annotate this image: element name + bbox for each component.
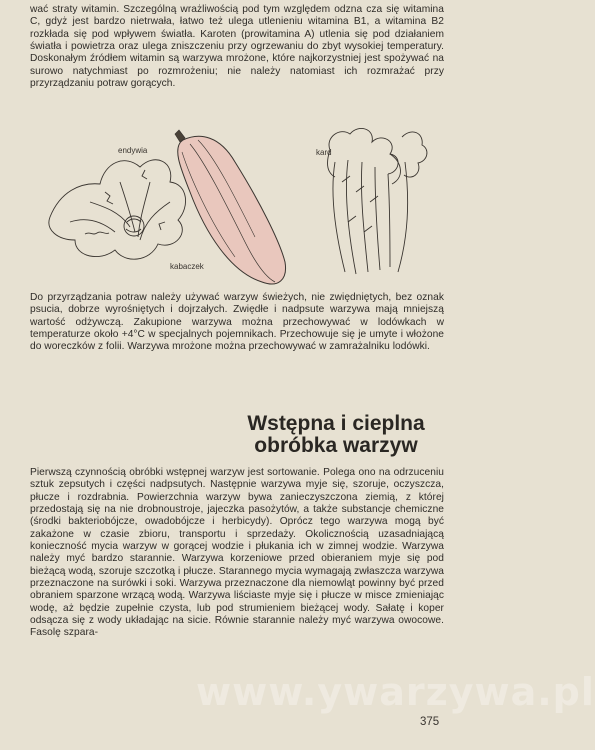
heading-line-1: Wstępna i cieplna [247,412,425,435]
vegetable-illustrations [30,122,450,292]
paragraph-storage: Do przyrządzania potraw należy używać warzyw świeżych, nie zwiędniętych, bez oznak psucia, dobrze wyrośniętych i dojrzałych. Zwiędłe i nadpsute warzywa mają mniejszą wartość odżywczą. Zakupione warzywa można przechowywać w lodówkach w temperaturze około +4°C w specjalnych pojemnikach. Przechowuje się je umyte i włożone do woreczków z folii. Warzywa mrożone można przechowywać w zamrażalniku lodówki. [30,292,444,353]
page-number: 375 [420,716,440,728]
watermark: www.ywarzywa.pl [196,670,595,714]
zucchini-drawing [175,130,286,284]
paragraph-preparation: Pierwszą czynnością obróbki wstępnej warzyw jest sortowanie. Polega ono na odrzuceniu sztuk zepsutych i części nadpsutych. Następnie warzywa myje się, szoruje, oczyszcza, płucze i rozdrabnia. Powierzchnia warzyw bywa zanieczyszczona ziemią, z której przedostają się na nie drobnoustroje, jajeczka pasożytów, a także substancje chemiczne (środki bakteriobójcze, owadobójcze i herbicydy). Oprócz tego warzywa mogą być zakażone w czasie zbioru, transportu i sprzedaży. Okolicznością uzasadniającą konieczność mycia warzyw w gorącej wodzie i płukania ich w zimnej wodzie. Warzywa należy myć bardzo starannie. Warzywa korzeniowe przed obieraniem myje się pod bieżącą wodą, szoruje szczotką i płucze. Starannego mycia wymagają zwłaszcza warzywa przeznaczone na surówki i soki. Warzywa przeznaczone dla niemowląt powinny być przed obraniem sparzone wrzącą wodą. Warzywa liściaste myje się i płucze w misce zmieniając wodę, aż będzie zupełnie czysta, lub pod strumieniem bieżącej wody. Sałatę i koper odsącza się z wody układając na sicie. Równie starannie należy myć warzywa owocowe. Fasolę szpara- [30,467,444,639]
endive-drawing [49,160,186,259]
vegetables-drawing [30,122,450,292]
endive-label: endywia [118,146,148,155]
chard-drawing [327,128,426,274]
chard-label: kard [316,148,332,157]
section-heading [226,413,446,457]
zucchini-label: kabaczek [170,262,204,271]
paragraph-vitamins: wać straty witamin. Szczególną wrażliwością pod tym względem odzna cza się witamina C, gdyż jest bardzo nietrwała, łatwo też ulega utlenieniu witamina B1, a witamina B2 rozkłada się pod wpływem światła. Karoten (prowitamina A) utlenia się pod działaniem światła i powietrza oraz ulega zniszczeniu przy ogrzewaniu do zbyt wysokiej temperatury. Doskonałym źródłem witamin są warzywa mrożone, które najkorzystniej jest spożywać na surowo natychmiast po rozmrożeniu; nie należy natomiast ich rozmrażać przy przyrządzaniu potraw gorących. [30,4,444,90]
heading-line-2: obróbka warzyw [254,434,418,457]
